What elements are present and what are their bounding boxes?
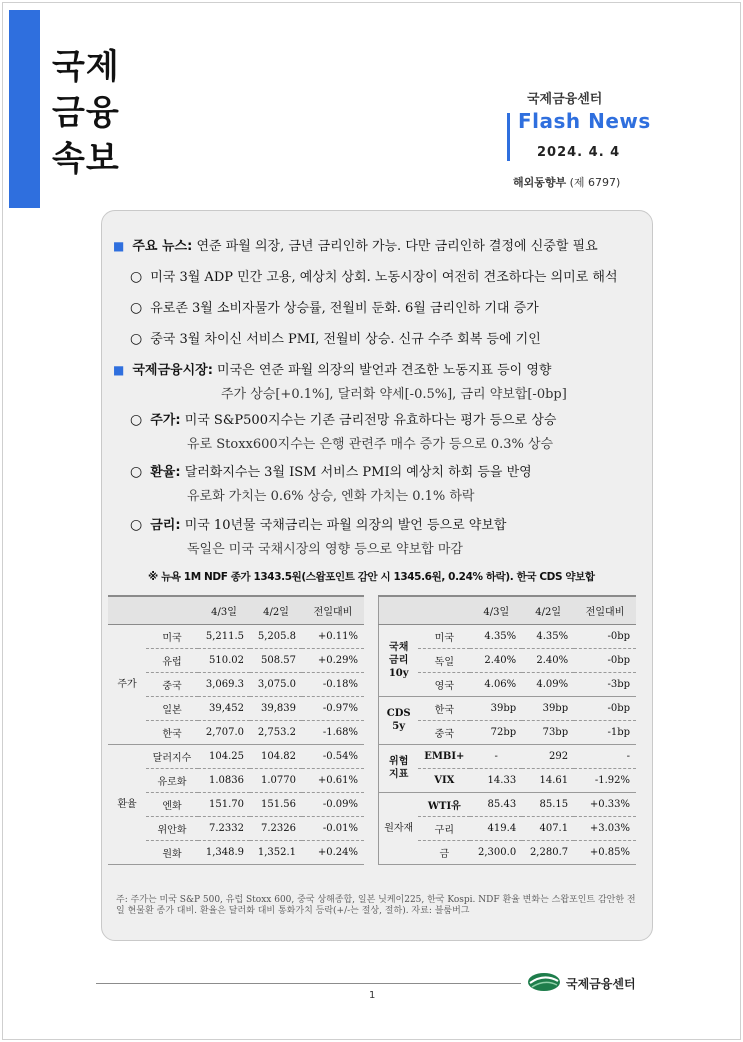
table-row: 중국 3,069.3 3,075.0 -0.18% [108, 672, 364, 696]
group-label: 원자재 [379, 792, 419, 864]
table-row: 원화 1,348.9 1,352.1 +0.24% [108, 840, 364, 864]
market-item-text: 미국 10년물 국채금리는 파월 의장의 발언 등으로 약보합 [184, 518, 507, 533]
table-rates-risk [378, 595, 636, 865]
news-item-text: 유로존 3월 소비자물가 상승률, 전월비 둔화. 6월 금리인하 기대 증가 [150, 301, 539, 316]
table-row: 한국 2,707.0 2,753.2 -1.68% [108, 720, 364, 744]
news-item [130, 328, 541, 347]
circle-bullet-icon: ○ [130, 464, 143, 480]
title-line-2: 금융 [52, 93, 120, 133]
col-header: 4/3일 [198, 596, 250, 624]
table-row: CDS 5y 한국 39bp 39bp -0bp [379, 696, 637, 720]
table-row: 국채 금리 10y 미국 4.35% 4.35% -0bp [379, 624, 637, 648]
footer-rule [96, 983, 521, 984]
header-flash-news: Flash News [518, 109, 651, 133]
group-label: 환율 [108, 744, 146, 864]
col-header: 전일대비 [302, 596, 364, 624]
table-row: 영국 4.06% 4.09% -3bp [379, 672, 637, 696]
news-head-label: 주요 뉴스: [132, 239, 193, 254]
table-row: 일본 39,452 39,839 -0.97% [108, 696, 364, 720]
market-item-sub: 독일은 미국 국채시장의 영향 등으로 약보합 마감 [187, 542, 463, 557]
table-row: 중국 72bp 73bp -1bp [379, 720, 637, 744]
circle-bullet-icon: ○ [130, 517, 143, 533]
table-row: 환율 달러지수 104.25 104.82 -0.54% [108, 744, 364, 768]
square-bullet-icon: ■ [113, 363, 125, 377]
news-head-text: 연준 파월 의장, 금년 금리인하 가능. 다만 금리인하 결정에 신중할 필요 [196, 239, 598, 254]
news-item [130, 266, 618, 285]
group-label: CDS 5y [379, 696, 419, 744]
market-item-rate [130, 514, 506, 533]
header-org: 국제금융센터 [527, 92, 603, 107]
table-row: 주가 미국 5,211.5 5,205.8 +0.11% [108, 624, 364, 648]
table-row: 유럽 510.02 508.57 +0.29% [108, 648, 364, 672]
market-head-text: 미국은 연준 파월 의장의 발언과 견조한 노동지표 등이 영향 [217, 363, 552, 378]
circle-bullet-icon: ○ [130, 331, 143, 347]
market-item-label: 환율: [150, 465, 181, 480]
table-row: 유로화 1.0836 1.0770 +0.61% [108, 768, 364, 792]
market-item-stock [130, 409, 557, 428]
issue-number: (제 6797) [569, 176, 621, 189]
market-head-label: 국제금융시장: [132, 363, 213, 378]
news-item [130, 297, 539, 316]
table-row: 엔화 151.70 151.56 -0.09% [108, 792, 364, 816]
header-divider [507, 113, 510, 161]
title-accent-bar [9, 10, 40, 208]
news-item-text: 중국 3월 차이신 서비스 PMI, 전월비 상승. 신규 수주 회복 등에 기인 [150, 332, 541, 347]
group-label: 국채 금리 10y [379, 624, 419, 696]
col-header: 4/2일 [250, 596, 302, 624]
table-row: 원자재 WTI유 85.43 85.15 +0.33% [379, 792, 637, 816]
title-line-1: 국제 [52, 47, 120, 87]
title-line-3: 속보 [52, 139, 120, 179]
page-number: 1 [369, 990, 376, 1001]
market-headline [113, 359, 551, 378]
news-item-text: 미국 3월 ADP 민간 고용, 예상치 상회. 노동시장이 여전히 견조하다는 의미로 해석 [150, 270, 618, 285]
kcif-logo-icon [527, 971, 561, 993]
table-header-row [108, 596, 364, 624]
market-head-sub: 주가 상승[+0.1%], 달러화 약세[-0.5%], 금리 약보합[-0bp] [221, 387, 567, 402]
market-item-label: 금리: [150, 518, 181, 533]
market-item-fx [130, 461, 532, 480]
table-row: 위안화 7.2332 7.2326 -0.01% [108, 816, 364, 840]
report-title [52, 44, 142, 182]
table-stocks-fx [108, 595, 364, 865]
circle-bullet-icon: ○ [130, 269, 143, 285]
header-date: 2024. 4. 4 [537, 145, 621, 160]
market-item-text: 달러화지수는 3월 ISM 서비스 PMI의 예상치 하회 등을 반영 [184, 465, 532, 480]
table-footnote: 주: 주가는 미국 S&P 500, 유럽 Stoxx 600, 중국 상해종합, 일본 닛케이225, 한국 Kospi. NDF 환율 변화는 스왑포인트 감안한 전일 현물환 종가 대비. 환율은 달러화 대비 통화가치 등락(+/-는 절상, 절하). 자료: 블룸버그 [116, 895, 636, 916]
square-bullet-icon: ■ [113, 239, 125, 253]
circle-bullet-icon: ○ [130, 412, 143, 428]
table-row: 독일 2.40% 2.40% -0bp [379, 648, 637, 672]
market-item-sub: 유로 Stoxx600지수는 은행 관련주 매수 증가 등으로 0.3% 상승 [187, 437, 554, 452]
table-header-row [379, 596, 637, 624]
circle-bullet-icon: ○ [130, 300, 143, 316]
table-row: VIX 14.33 14.61 -1.92% [379, 768, 637, 792]
table-row: 위험 지표 EMBI+ - 292 - [379, 744, 637, 768]
news-headline [113, 235, 598, 254]
table-row: 구리 419.4 407.1 +3.03% [379, 816, 637, 840]
group-label: 주가 [108, 624, 146, 744]
market-item-sub: 유로화 가치는 0.6% 상승, 엔화 가치는 0.1% 하락 [187, 489, 475, 504]
market-item-text: 미국 S&P500지수는 기존 금리전망 유효하다는 평가 등으로 상승 [184, 413, 557, 428]
col-header: 4/3일 [470, 596, 522, 624]
table-row: 금 2,300.0 2,280.7 +0.85% [379, 840, 637, 864]
header-dept [513, 174, 620, 190]
group-label: 위험 지표 [379, 744, 419, 792]
footer-logo-text: 국제금융센터 [566, 977, 636, 991]
ndf-note: ※ 뉴욕 1M NDF 종가 1343.5원(스왑포인트 감안 시 1345.6원, 0.24% 하락). 한국 CDS 약보합 [148, 571, 595, 583]
col-header: 전일대비 [574, 596, 636, 624]
dept-name: 해외동향부 [513, 176, 567, 189]
col-header: 4/2일 [522, 596, 574, 624]
market-item-label: 주가: [150, 413, 181, 428]
